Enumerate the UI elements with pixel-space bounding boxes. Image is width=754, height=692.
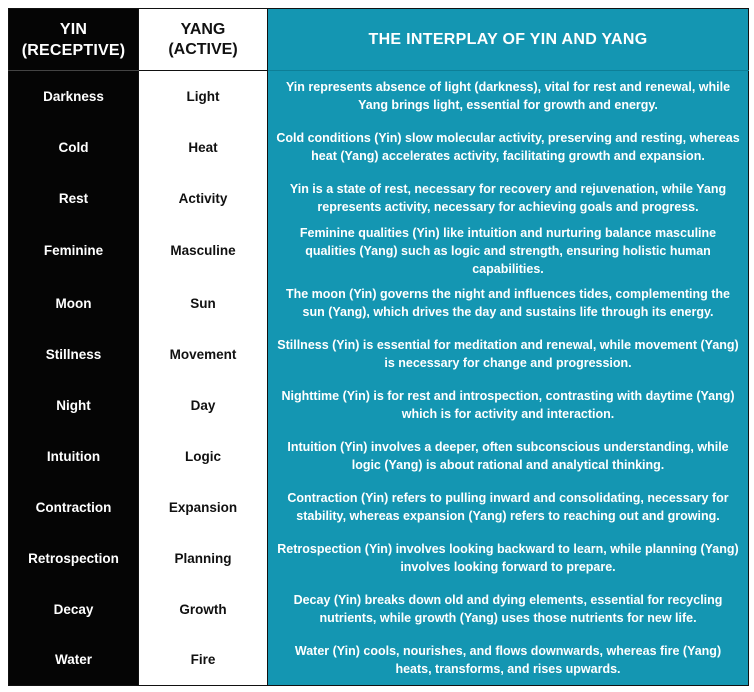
yin-cell: Rest bbox=[9, 173, 139, 224]
interplay-cell: The moon (Yin) governs the night and influences tides, complementing the sun (Yang), which drives the day and sustains life through its energy. bbox=[268, 278, 749, 329]
yang-cell: Planning bbox=[139, 533, 268, 584]
table-row bbox=[9, 278, 749, 329]
interplay-cell: Yin represents absence of light (darkness), vital for rest and renewal, while Yang brings light, essential for growth and energy. bbox=[268, 71, 749, 122]
yin-cell: Intuition bbox=[9, 431, 139, 482]
yang-cell: Fire bbox=[139, 635, 268, 686]
interplay-cell: Stillness (Yin) is essential for meditation and renewal, while movement (Yang) is necessary for change and progression. bbox=[268, 329, 749, 380]
yang-cell: Expansion bbox=[139, 482, 268, 533]
interplay-cell: Retrospection (Yin) involves looking backward to learn, while planning (Yang) involves looking forward to prepare. bbox=[268, 533, 749, 584]
interplay-cell: Decay (Yin) breaks down old and dying elements, essential for recycling nutrients, while growth (Yang) uses those nutrients for new life. bbox=[268, 584, 749, 635]
interplay-cell: Intuition (Yin) involves a deeper, often subconscious understanding, while logic (Yang) is about rational and analytical thinking. bbox=[268, 431, 749, 482]
interplay-cell: Yin is a state of rest, necessary for recovery and rejuvenation, while Yang represents activity, necessary for achieving goals and progress. bbox=[268, 173, 749, 224]
yin-column-header bbox=[9, 9, 139, 71]
table-row bbox=[9, 584, 749, 635]
table-row bbox=[9, 122, 749, 173]
table-row bbox=[9, 431, 749, 482]
yang-cell: Heat bbox=[139, 122, 268, 173]
table-row bbox=[9, 380, 749, 431]
yin-cell: Retrospection bbox=[9, 533, 139, 584]
yin-cell: Night bbox=[9, 380, 139, 431]
yang-cell: Day bbox=[139, 380, 268, 431]
yin-cell: Contraction bbox=[9, 482, 139, 533]
yin-cell: Stillness bbox=[9, 329, 139, 380]
yin-cell: Decay bbox=[9, 584, 139, 635]
yin-cell: Darkness bbox=[9, 71, 139, 122]
yin-cell: Moon bbox=[9, 278, 139, 329]
yang-cell: Growth bbox=[139, 584, 268, 635]
table-row bbox=[9, 173, 749, 224]
yang-cell: Activity bbox=[139, 173, 268, 224]
interplay-cell: Contraction (Yin) refers to pulling inward and consolidating, necessary for stability, whereas expansion (Yang) refers to reaching out and growing. bbox=[268, 482, 749, 533]
table-row bbox=[9, 482, 749, 533]
interplay-cell: Feminine qualities (Yin) like intuition and nurturing balance masculine qualities (Yang) such as logic and strength, ensuring holistic human capabilities. bbox=[268, 224, 749, 278]
table-row bbox=[9, 329, 749, 380]
yin-cell: Feminine bbox=[9, 224, 139, 278]
yin-header-title: YIN bbox=[59, 20, 88, 38]
yin-yang-table bbox=[8, 8, 749, 686]
yang-cell: Light bbox=[139, 71, 268, 122]
header-row bbox=[9, 9, 749, 71]
table-row bbox=[9, 635, 749, 686]
interplay-cell: Nighttime (Yin) is for rest and introspection, contrasting with daytime (Yang) which is for activity and interaction. bbox=[268, 380, 749, 431]
table-row bbox=[9, 71, 749, 122]
interplay-cell: Water (Yin) cools, nourishes, and flows downwards, whereas fire (Yang) heats, transforms, and rises upwards. bbox=[268, 635, 749, 686]
table-row bbox=[9, 224, 749, 278]
yang-cell: Movement bbox=[139, 329, 268, 380]
yin-cell: Cold bbox=[9, 122, 139, 173]
yang-cell: Logic bbox=[139, 431, 268, 482]
yin-cell: Water bbox=[9, 635, 139, 686]
table-row bbox=[9, 533, 749, 584]
yang-cell: Masculine bbox=[139, 224, 268, 278]
interplay-column-header: THE INTERPLAY OF YIN AND YANG bbox=[268, 9, 749, 71]
interplay-cell: Cold conditions (Yin) slow molecular activity, preserving and resting, whereas heat (Yang) accelerates activity, facilitating growth and expansion. bbox=[268, 122, 749, 173]
yin-header-subtitle: (RECEPTIVE) bbox=[21, 41, 126, 59]
yang-cell: Sun bbox=[139, 278, 268, 329]
yang-column-header: YANG (ACTIVE) bbox=[139, 9, 268, 71]
